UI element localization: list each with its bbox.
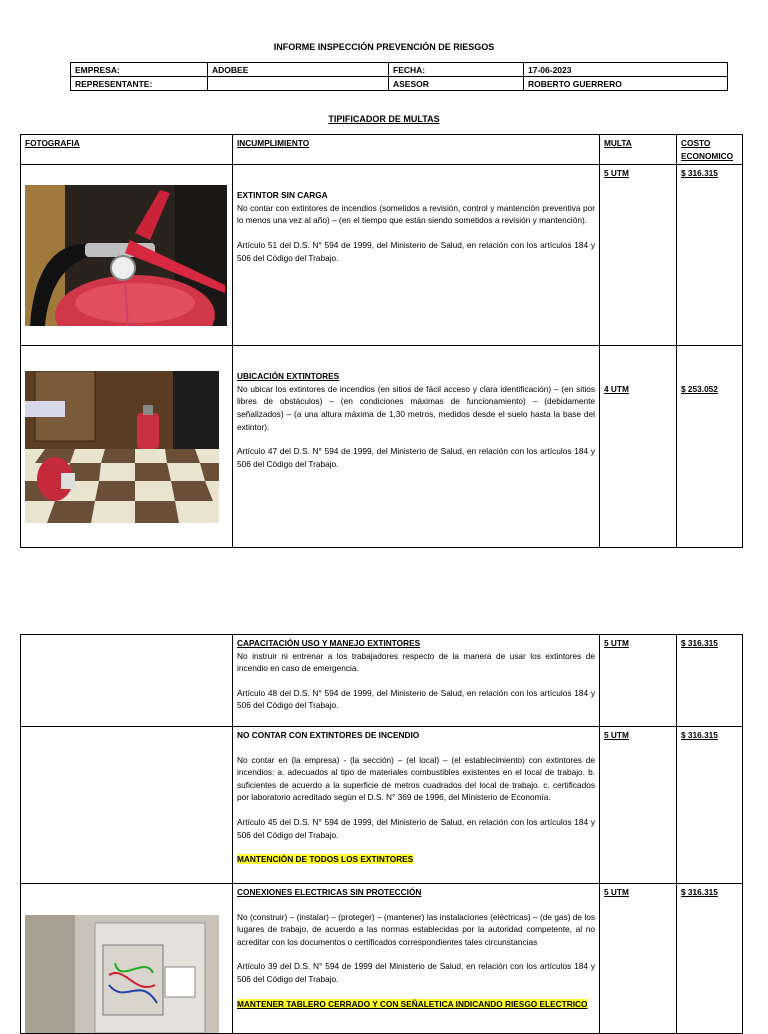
- row-legal: Artículo 51 del D.S. N° 594 de 1999, del Ministerio de Salud, en relación con los artículos 184 y 506 del Código del Trabajo.: [237, 239, 595, 263]
- row-note: MANTENER TABLERO CERRADO Y CON SEÑALETICA INDICANDO RIESGO ELECTRICO: [237, 998, 588, 1009]
- fines-table: [20, 134, 743, 548]
- costo-cell: $ 253.052: [677, 346, 743, 548]
- photo-cell: [21, 346, 233, 548]
- row-title: EXTINTOR SIN CARGA: [237, 190, 328, 201]
- multa-cell: 5 UTM: [600, 165, 677, 346]
- representante-value: [208, 77, 389, 91]
- report-title: INFORME INSPECCIÓN PREVENCIÓN DE RIESGOS: [273, 42, 495, 52]
- table-row: [21, 727, 743, 884]
- photo-cell: [21, 165, 233, 346]
- row-text: No contar con extintores de incendios (sometidos a revisión, control y mantención preventiva por lo menos una vez al año) – (en el tiempo que están siendo sometidos a revisión y mantención).: [237, 202, 595, 226]
- table-row: [21, 884, 743, 1034]
- multa-cell: 4 UTM: [600, 346, 677, 548]
- row-title: NO CONTAR CON EXTINTORES DE INCENDIO: [237, 730, 420, 740]
- incumplimiento-cell: [233, 727, 600, 884]
- col-multa: MULTA: [600, 135, 677, 165]
- row-text: No (construir) – (instalar) – (proteger) – (mantener) las instalaciones (eléctricas) – (de gas) de los lugares de trabajo, de acuerdo a las normas establecidas por la autoridad competente, al no acreditar con los documentos o certificados correspondientes tales circunstancias: [237, 911, 595, 947]
- empresa-label: EMPRESA:: [71, 63, 208, 77]
- row-note: MANTENCIÓN DE TODOS LOS EXTINTORES: [237, 854, 414, 865]
- row-title: UBICACIÓN EXTINTORES: [237, 371, 340, 382]
- fecha-label: FECHA:: [389, 63, 524, 77]
- ubicacion-extintores-photo: [25, 371, 219, 523]
- multa-cell: 5 UTM: [600, 727, 677, 884]
- photo-cell: [21, 884, 233, 1034]
- asesor-value: ROBERTO GUERRERO: [524, 77, 728, 91]
- row-title: CONEXIONES ELECTRICAS SIN PROTECCIÓN: [237, 887, 422, 897]
- asesor-label: ASESOR: [389, 77, 524, 91]
- row-legal: Artículo 47 del D.S. N° 594 de 1999, del Ministerio de Salud, en relación con los artículos 184 y 506 del Código del Trabajo.: [237, 446, 595, 469]
- row-text: No ubicar los extintores de incendios (en sitios de fácil acceso y clara identificación) – (en sitios libres de obstáculos) – (en condiciones máximas de funcionamiento) – (debidamente señalizados) – (a una altura máxima de 1,30 metros, medidos desde el suelo hasta la base del extintor).: [237, 383, 595, 432]
- header-table: [70, 62, 728, 91]
- col-fotografia: FOTOGRAFIA: [21, 135, 233, 165]
- tablero-electrico-photo: [25, 915, 219, 1033]
- incumplimiento-cell: [233, 884, 600, 1034]
- row-legal: Artículo 48 del D.S. N° 594 de 1999, del Ministerio de Salud, en relación con los artículos 184 y 506 del Código del Trabajo.: [237, 687, 595, 711]
- incumplimiento-cell: [233, 346, 600, 548]
- incumplimiento-cell: [233, 635, 600, 727]
- table-row: [21, 346, 743, 548]
- multa-cell: 5 UTM: [600, 635, 677, 727]
- table-row: [21, 165, 743, 346]
- fines-table-continued: [20, 634, 743, 1034]
- report-subtitle: TIPIFICADOR DE MULTAS: [328, 114, 440, 124]
- incumplimiento-cell: [233, 165, 600, 346]
- row-text: No instruir ni entrenar a los trabajadores respecto de la manera de usar los extintores de incendio en caso de emergencia.: [237, 650, 595, 674]
- extintor-sin-carga-photo: [25, 185, 227, 326]
- row-title: CAPACITACIÓN USO Y MANEJO EXTINTORES: [237, 638, 421, 648]
- col-incumplimiento: INCUMPLIMIENTO: [233, 135, 600, 165]
- col-costo: COSTO ECONOMICO: [677, 135, 743, 165]
- representante-label: REPRESENTANTE:: [71, 77, 208, 91]
- empresa-value: ADOBEE: [208, 63, 389, 77]
- costo-cell: $ 316.315: [677, 727, 743, 884]
- table-row: [21, 635, 743, 727]
- row-legal: Artículo 45 del D.S. N° 594 de 1999, del Ministerio de Salud, en relación con los artículos 184 y 506 del Código del Trabajo.: [237, 816, 595, 840]
- row-legal: Artículo 39 del D.S. N° 594 de 1999 del Ministerio de Salud, en relación con los artículos 184 y 506 del Código del Trabajo.: [237, 961, 595, 984]
- costo-cell: $ 316.315: [677, 165, 743, 346]
- multa-cell: 5 UTM: [600, 884, 677, 1034]
- fecha-value: 17-06-2023: [524, 63, 728, 77]
- photo-cell: [21, 635, 233, 727]
- photo-cell: [21, 727, 233, 884]
- costo-cell: $ 316.315: [677, 635, 743, 727]
- row-text: No contar en (la empresa) - (la sección) – (el local) – (el establecimiento) con extintores de incendios: a. adecuados al tipo de materiales combustibles existentes en el local de trabajo. b. suficientes de acuerdo a la superficie de metros cuadrados del local de trabajo. c. certificados por laboratorio acreditado según el D.S. N° 369 de 1996, del Ministerio de Economía.: [237, 754, 595, 803]
- costo-cell: $ 316.315: [677, 884, 743, 1034]
